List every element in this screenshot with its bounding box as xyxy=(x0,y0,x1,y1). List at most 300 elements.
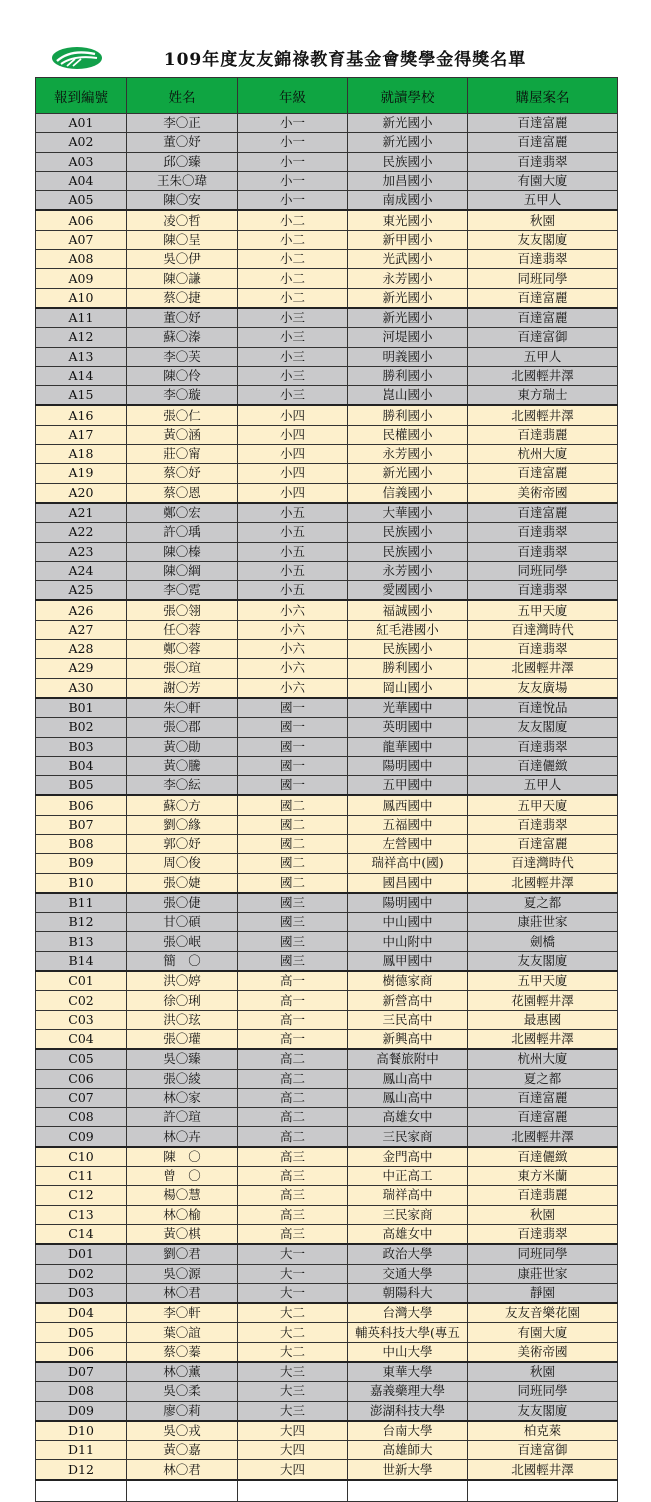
cell-name: 周〇俊 xyxy=(127,854,238,873)
cell-id: A23 xyxy=(36,542,127,561)
cell-id: B09 xyxy=(36,854,127,873)
leaf-logo-icon xyxy=(51,46,103,70)
cell-grade: 小一 xyxy=(238,171,348,190)
cell-id: C12 xyxy=(36,1186,127,1205)
cell-id: A08 xyxy=(36,250,127,269)
cell-id: A04 xyxy=(36,171,127,190)
cell-name: 陳〇安 xyxy=(127,191,238,211)
cell-name: 鄭〇宏 xyxy=(127,503,238,523)
table-body xyxy=(36,114,618,1502)
cell-school: 永芳國小 xyxy=(348,269,468,288)
cell-id: D01 xyxy=(36,1244,127,1264)
cell-school: 大華國小 xyxy=(348,503,468,523)
cell-grade: 小二 xyxy=(238,288,348,308)
cell-school: 中山國中 xyxy=(348,913,468,932)
cell-name: 郭〇妤 xyxy=(127,834,238,853)
table-row xyxy=(36,464,618,483)
cell-grade: 小四 xyxy=(238,483,348,503)
cell-project: 五甲人 xyxy=(468,347,618,366)
cell-school: 高餐旅附中 xyxy=(348,1049,468,1069)
cell-project: 百達儷緻 xyxy=(468,1147,618,1167)
cell-school: 民族國小 xyxy=(348,523,468,542)
cell-project: 杭州大廈 xyxy=(468,445,618,464)
cell-school: 陽明國中 xyxy=(348,756,468,775)
cell-school: 鳳山高中 xyxy=(348,1069,468,1088)
cell-name: 李〇紜 xyxy=(127,776,238,796)
table-row xyxy=(36,328,618,347)
cell-grade: 國三 xyxy=(238,951,348,971)
cell-id: C09 xyxy=(36,1127,127,1147)
cell-id: A02 xyxy=(36,133,127,152)
cell-grade: 小四 xyxy=(238,445,348,464)
cell-name: 洪〇玹 xyxy=(127,1010,238,1029)
table-row xyxy=(36,523,618,542)
cell-school: 澎湖科技大學 xyxy=(348,1401,468,1421)
cell-id: D09 xyxy=(36,1401,127,1421)
cell-id: A05 xyxy=(36,191,127,211)
cell-school: 五甲國中 xyxy=(348,776,468,796)
cell-grade: 大一 xyxy=(238,1244,348,1264)
cell-school: 岡山國小 xyxy=(348,678,468,698)
cell-school: 鳳西國中 xyxy=(348,795,468,815)
cell-school: 新甲國小 xyxy=(348,230,468,249)
cell-id: D02 xyxy=(36,1264,127,1283)
cell-school: 勝利國小 xyxy=(348,366,468,385)
cell-grade: 小四 xyxy=(238,405,348,425)
cell-school: 高雄師大 xyxy=(348,1441,468,1460)
cell-project: 有園大廈 xyxy=(468,171,618,190)
cell-school: 光華國中 xyxy=(348,698,468,718)
table-row xyxy=(36,1283,618,1303)
cell-school: 新營高中 xyxy=(348,991,468,1010)
cell-name: 吳〇源 xyxy=(127,1264,238,1283)
cell-school: 樹德家商 xyxy=(348,971,468,991)
cell-school: 台南大學 xyxy=(348,1421,468,1441)
cell-id: A26 xyxy=(36,600,127,620)
cell-project: 康莊世家 xyxy=(468,1264,618,1283)
table-row xyxy=(36,542,618,561)
cell-project: 友友閣廈 xyxy=(468,1401,618,1421)
cell-grade: 小四 xyxy=(238,464,348,483)
cell-school: 鳳甲國中 xyxy=(348,951,468,971)
cell-project: 百達翡翠 xyxy=(468,640,618,659)
cell-name: 洪〇婷 xyxy=(127,971,238,991)
cell-id: B10 xyxy=(36,873,127,893)
cell-project: 劍橋 xyxy=(468,932,618,951)
cell-id: C03 xyxy=(36,1010,127,1029)
cell-grade: 小六 xyxy=(238,600,348,620)
cell-name: 黃〇騰 xyxy=(127,756,238,775)
cell-grade: 小二 xyxy=(238,230,348,249)
cell-name: 蔡〇蓁 xyxy=(127,1342,238,1362)
cell-name: 李〇軒 xyxy=(127,1303,238,1323)
cell-school: 五福國中 xyxy=(348,815,468,834)
cell-name: 張〇倢 xyxy=(127,893,238,913)
cell-id: A30 xyxy=(36,678,127,698)
cell-grade: 國二 xyxy=(238,834,348,853)
cell-name: 邱〇臻 xyxy=(127,152,238,171)
cell-name: 廖〇莉 xyxy=(127,1401,238,1421)
cell-name: 曾 〇 xyxy=(127,1167,238,1186)
cell-grade: 小三 xyxy=(238,386,348,406)
cell-project: 靜園 xyxy=(468,1283,618,1303)
cell-grade: 大四 xyxy=(238,1460,348,1480)
cell-id: A10 xyxy=(36,288,127,308)
cell-name: 陳 〇 xyxy=(127,1147,238,1167)
cell-name: 謝〇芳 xyxy=(127,678,238,698)
cell-project: 百達翡麗 xyxy=(468,1186,618,1205)
cell-school: 嘉義藥理大學 xyxy=(348,1382,468,1401)
cell-id: C08 xyxy=(36,1108,127,1127)
cell-name: 陳〇伶 xyxy=(127,366,238,385)
cell-name: 任〇蓉 xyxy=(127,620,238,639)
cell-project: 秋園 xyxy=(468,1362,618,1382)
cell-project: 同班同學 xyxy=(468,269,618,288)
cell-project: 花園輕井澤 xyxy=(468,991,618,1010)
column-header-grade: 年級 xyxy=(238,78,348,114)
cell-school: 光武國小 xyxy=(348,250,468,269)
cell-project: 百達灣時代 xyxy=(468,854,618,873)
cell-grade: 小六 xyxy=(238,620,348,639)
empty-cell xyxy=(127,1480,238,1502)
column-header-project: 購屋案名 xyxy=(468,78,618,114)
cell-project: 五甲天廈 xyxy=(468,795,618,815)
cell-id: A25 xyxy=(36,581,127,601)
cell-school: 龍華國中 xyxy=(348,737,468,756)
cell-school: 左營國中 xyxy=(348,834,468,853)
table-row xyxy=(36,269,618,288)
cell-school: 新光國小 xyxy=(348,288,468,308)
cell-school: 勝利國小 xyxy=(348,659,468,678)
cell-school: 民族國小 xyxy=(348,542,468,561)
cell-project: 五甲人 xyxy=(468,191,618,211)
cell-project: 友友廣場 xyxy=(468,678,618,698)
cell-grade: 高一 xyxy=(238,971,348,991)
cell-id: B07 xyxy=(36,815,127,834)
cell-project: 北國輕井澤 xyxy=(468,405,618,425)
cell-school: 民權國小 xyxy=(348,425,468,444)
cell-project: 康莊世家 xyxy=(468,913,618,932)
table-row xyxy=(36,1264,618,1283)
table-row xyxy=(36,698,618,718)
page-title: 109年度友友錦祿教育基金會獎學金得獎名單 xyxy=(163,50,527,70)
cell-id: D05 xyxy=(36,1323,127,1342)
table-row xyxy=(36,776,618,796)
cell-id: A12 xyxy=(36,328,127,347)
cell-school: 瑞祥高中(國) xyxy=(348,854,468,873)
cell-id: B05 xyxy=(36,776,127,796)
cell-name: 蘇〇方 xyxy=(127,795,238,815)
cell-grade: 國三 xyxy=(238,913,348,932)
cell-school: 三民家商 xyxy=(348,1205,468,1224)
cell-school: 政治大學 xyxy=(348,1244,468,1264)
cell-grade: 大一 xyxy=(238,1264,348,1283)
cell-name: 吳〇柔 xyxy=(127,1382,238,1401)
table-row xyxy=(36,503,618,523)
empty-cell xyxy=(348,1480,468,1502)
cell-name: 蘇〇溱 xyxy=(127,328,238,347)
cell-id: A17 xyxy=(36,425,127,444)
cell-name: 陳〇綱 xyxy=(127,561,238,580)
cell-grade: 小三 xyxy=(238,347,348,366)
cell-grade: 高一 xyxy=(238,1010,348,1029)
cell-grade: 國三 xyxy=(238,932,348,951)
cell-project: 百達富麗 xyxy=(468,114,618,133)
cell-name: 黃〇涵 xyxy=(127,425,238,444)
cell-project: 同班同學 xyxy=(468,561,618,580)
cell-id: B01 xyxy=(36,698,127,718)
table-row xyxy=(36,1205,618,1224)
cell-grade: 小六 xyxy=(238,659,348,678)
cell-id: B03 xyxy=(36,737,127,756)
cell-grade: 國二 xyxy=(238,815,348,834)
table-row xyxy=(36,133,618,152)
cell-school: 南成國小 xyxy=(348,191,468,211)
cell-name: 吳〇臻 xyxy=(127,1049,238,1069)
cell-school: 新光國小 xyxy=(348,308,468,328)
cell-name: 蔡〇恩 xyxy=(127,483,238,503)
empty-row xyxy=(36,1480,618,1502)
cell-name: 劉〇君 xyxy=(127,1244,238,1264)
table-row xyxy=(36,873,618,893)
cell-school: 中正高工 xyxy=(348,1167,468,1186)
column-header-name: 姓名 xyxy=(127,78,238,114)
cell-grade: 小五 xyxy=(238,561,348,580)
cell-school: 民族國小 xyxy=(348,640,468,659)
cell-school: 明義國小 xyxy=(348,347,468,366)
cell-project: 同班同學 xyxy=(468,1244,618,1264)
cell-school: 三民家商 xyxy=(348,1127,468,1147)
cell-project: 友友閣廈 xyxy=(468,230,618,249)
cell-id: A27 xyxy=(36,620,127,639)
cell-grade: 小三 xyxy=(238,308,348,328)
table-row xyxy=(36,171,618,190)
cell-school: 加昌國小 xyxy=(348,171,468,190)
table-row xyxy=(36,737,618,756)
cell-project: 百達富御 xyxy=(468,328,618,347)
cell-name: 李〇正 xyxy=(127,114,238,133)
cell-name: 董〇妤 xyxy=(127,308,238,328)
cell-school: 瑞祥高中 xyxy=(348,1186,468,1205)
cell-id: C10 xyxy=(36,1147,127,1167)
table-row xyxy=(36,405,618,425)
table-row xyxy=(36,210,618,230)
table-row xyxy=(36,640,618,659)
cell-name: 鄭〇蓉 xyxy=(127,640,238,659)
cell-id: D12 xyxy=(36,1460,127,1480)
cell-school: 高雄女中 xyxy=(348,1108,468,1127)
cell-id: A13 xyxy=(36,347,127,366)
cell-grade: 國一 xyxy=(238,718,348,737)
cell-project: 五甲天廈 xyxy=(468,971,618,991)
cell-grade: 大二 xyxy=(238,1323,348,1342)
table-row xyxy=(36,366,618,385)
table-row xyxy=(36,1167,618,1186)
cell-name: 甘〇碩 xyxy=(127,913,238,932)
cell-grade: 高二 xyxy=(238,1127,348,1147)
cell-name: 林〇君 xyxy=(127,1460,238,1480)
table-row xyxy=(36,1147,618,1167)
cell-grade: 大二 xyxy=(238,1342,348,1362)
table-row xyxy=(36,1362,618,1382)
cell-project: 美術帝國 xyxy=(468,483,618,503)
cell-grade: 小一 xyxy=(238,152,348,171)
cell-grade: 高一 xyxy=(238,1029,348,1049)
cell-school: 民族國小 xyxy=(348,152,468,171)
cell-school: 河堤國小 xyxy=(348,328,468,347)
table-row xyxy=(36,659,618,678)
table-row xyxy=(36,932,618,951)
table-row xyxy=(36,250,618,269)
cell-name: 劉〇緣 xyxy=(127,815,238,834)
cell-project: 有園大廈 xyxy=(468,1323,618,1342)
cell-grade: 大三 xyxy=(238,1362,348,1382)
cell-project: 百達翡翠 xyxy=(468,1224,618,1244)
table-row xyxy=(36,581,618,601)
cell-grade: 高二 xyxy=(238,1108,348,1127)
cell-name: 黃〇棋 xyxy=(127,1224,238,1244)
cell-project: 最惠國 xyxy=(468,1010,618,1029)
cell-name: 張〇婕 xyxy=(127,873,238,893)
cell-school: 紅毛港國小 xyxy=(348,620,468,639)
cell-school: 新興高中 xyxy=(348,1029,468,1049)
cell-id: C05 xyxy=(36,1049,127,1069)
cell-name: 簡 〇 xyxy=(127,951,238,971)
table-row xyxy=(36,1088,618,1107)
cell-school: 陽明國中 xyxy=(348,893,468,913)
cell-id: A22 xyxy=(36,523,127,542)
cell-grade: 大四 xyxy=(238,1441,348,1460)
table-row xyxy=(36,756,618,775)
cell-project: 北國輕井澤 xyxy=(468,366,618,385)
table-row xyxy=(36,600,618,620)
table-row xyxy=(36,951,618,971)
cell-name: 李〇璇 xyxy=(127,386,238,406)
table-row xyxy=(36,971,618,991)
cell-id: B11 xyxy=(36,893,127,913)
table-row xyxy=(36,308,618,328)
cell-school: 福誠國小 xyxy=(348,600,468,620)
cell-project: 百達翡翠 xyxy=(468,581,618,601)
cell-name: 張〇仁 xyxy=(127,405,238,425)
cell-id: C02 xyxy=(36,991,127,1010)
table-row xyxy=(36,1108,618,1127)
cell-project: 秋園 xyxy=(468,1205,618,1224)
cell-project: 北國輕井澤 xyxy=(468,1029,618,1049)
column-header-id: 報到編號 xyxy=(36,78,127,114)
table-row xyxy=(36,1323,618,1342)
cell-grade: 小二 xyxy=(238,269,348,288)
cell-grade: 大四 xyxy=(238,1421,348,1441)
cell-name: 蔡〇捷 xyxy=(127,288,238,308)
table-row xyxy=(36,1029,618,1049)
cell-id: B13 xyxy=(36,932,127,951)
cell-project: 五甲天廈 xyxy=(468,600,618,620)
cell-id: A01 xyxy=(36,114,127,133)
cell-project: 百達翡翠 xyxy=(468,737,618,756)
cell-name: 許〇瑄 xyxy=(127,1108,238,1127)
cell-grade: 高二 xyxy=(238,1049,348,1069)
cell-name: 黃〇嘉 xyxy=(127,1441,238,1460)
cell-id: C04 xyxy=(36,1029,127,1049)
cell-name: 張〇瑄 xyxy=(127,659,238,678)
cell-school: 信義國小 xyxy=(348,483,468,503)
cell-project: 百達富麗 xyxy=(468,133,618,152)
cell-project: 百達富麗 xyxy=(468,503,618,523)
cell-name: 徐〇琍 xyxy=(127,991,238,1010)
table-header-row xyxy=(36,78,618,114)
cell-school: 輔英科技大學(專五 xyxy=(348,1323,468,1342)
cell-project: 柏克萊 xyxy=(468,1421,618,1441)
cell-id: D04 xyxy=(36,1303,127,1323)
cell-school: 鳳山高中 xyxy=(348,1088,468,1107)
cell-project: 百達悅品 xyxy=(468,698,618,718)
cell-project: 百達富御 xyxy=(468,1441,618,1460)
cell-grade: 高三 xyxy=(238,1147,348,1167)
cell-project: 美術帝國 xyxy=(468,1342,618,1362)
cell-school: 金門高中 xyxy=(348,1147,468,1167)
cell-project: 北國輕井澤 xyxy=(468,1127,618,1147)
cell-school: 永芳國小 xyxy=(348,445,468,464)
cell-grade: 高三 xyxy=(238,1224,348,1244)
cell-grade: 小五 xyxy=(238,523,348,542)
cell-grade: 高二 xyxy=(238,1088,348,1107)
cell-name: 莊〇甯 xyxy=(127,445,238,464)
cell-id: A06 xyxy=(36,210,127,230)
cell-name: 許〇瑀 xyxy=(127,523,238,542)
table-row xyxy=(36,991,618,1010)
cell-name: 張〇郡 xyxy=(127,718,238,737)
cell-grade: 高三 xyxy=(238,1205,348,1224)
cell-id: A11 xyxy=(36,308,127,328)
cell-name: 陳〇呈 xyxy=(127,230,238,249)
empty-cell xyxy=(238,1480,348,1502)
cell-id: D10 xyxy=(36,1421,127,1441)
cell-id: D03 xyxy=(36,1283,127,1303)
cell-project: 友友閣廈 xyxy=(468,718,618,737)
cell-grade: 小二 xyxy=(238,210,348,230)
cell-id: C11 xyxy=(36,1167,127,1186)
cell-school: 新光國小 xyxy=(348,114,468,133)
cell-project: 夏之都 xyxy=(468,1069,618,1088)
cell-grade: 國二 xyxy=(238,873,348,893)
table-row xyxy=(36,1342,618,1362)
cell-id: C13 xyxy=(36,1205,127,1224)
cell-id: C07 xyxy=(36,1088,127,1107)
cell-name: 張〇翎 xyxy=(127,600,238,620)
table-row xyxy=(36,834,618,853)
cell-project: 夏之都 xyxy=(468,893,618,913)
table-row xyxy=(36,1069,618,1088)
cell-id: B06 xyxy=(36,795,127,815)
cell-grade: 高二 xyxy=(238,1069,348,1088)
cell-grade: 小三 xyxy=(238,366,348,385)
cell-school: 崑山國小 xyxy=(348,386,468,406)
table-row xyxy=(36,191,618,211)
cell-id: D06 xyxy=(36,1342,127,1362)
table-row xyxy=(36,815,618,834)
cell-school: 東光國小 xyxy=(348,210,468,230)
empty-cell xyxy=(36,1480,127,1502)
cell-id: B04 xyxy=(36,756,127,775)
cell-name: 吳〇伊 xyxy=(127,250,238,269)
cell-name: 吳〇戎 xyxy=(127,1421,238,1441)
cell-project: 友友閣廈 xyxy=(468,951,618,971)
cell-name: 林〇卉 xyxy=(127,1127,238,1147)
table-row xyxy=(36,425,618,444)
cell-project: 百達翡麗 xyxy=(468,425,618,444)
table-row xyxy=(36,913,618,932)
